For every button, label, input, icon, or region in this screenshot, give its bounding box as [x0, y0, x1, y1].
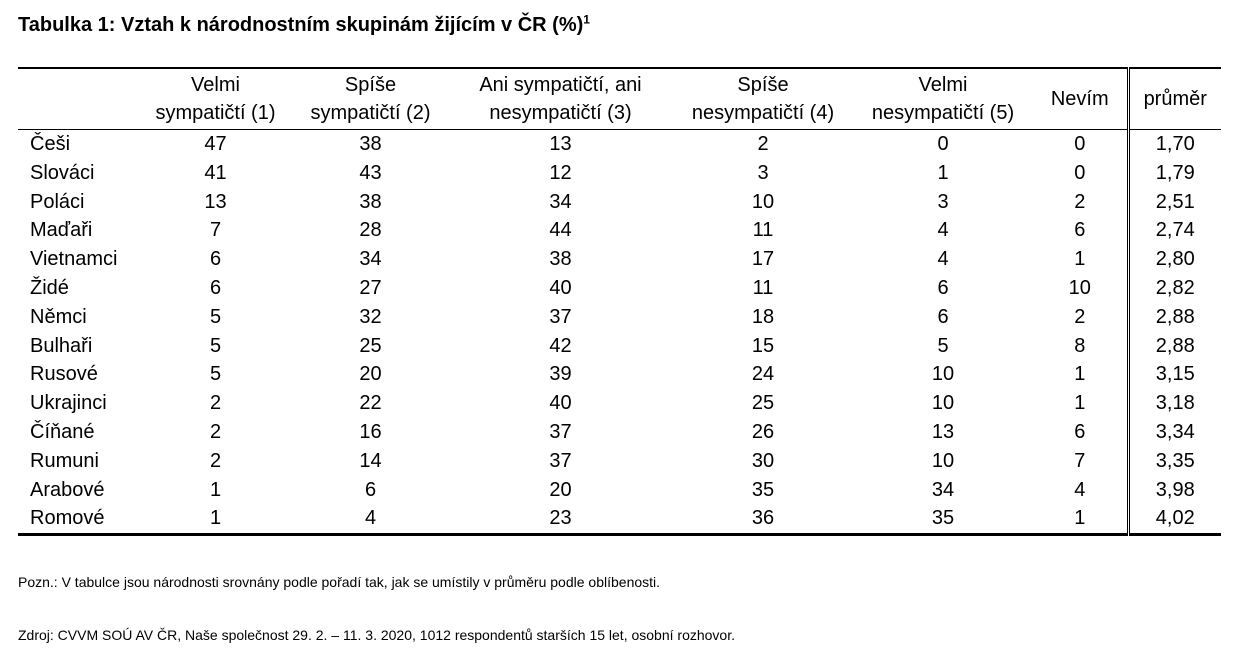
table-cell: 38 [549, 248, 572, 271]
table-cell: 1 [937, 161, 949, 184]
table-cell: 17 [751, 248, 775, 271]
header-empty [18, 68, 138, 130]
row-label: Vietnamci [30, 248, 118, 271]
table-cell: 22 [359, 392, 382, 415]
table-cell: 6 [209, 276, 222, 299]
table-cell: 39 [549, 363, 572, 386]
table-cell: 11 [752, 276, 774, 299]
average-cell: 3,18 [1128, 389, 1221, 418]
row-label: Poláci [30, 190, 85, 213]
table-cell: 10 [931, 363, 955, 386]
table-cell: 13 [549, 133, 572, 155]
table-cell: 44 [549, 219, 572, 242]
table-cell: 10 [1068, 276, 1091, 299]
row-label: Číňané [30, 420, 95, 443]
column-header: Nevím [1050, 88, 1109, 110]
table-cell: 37 [549, 420, 572, 443]
row-label: Romové [30, 507, 105, 530]
row-label: Slováci [30, 161, 95, 184]
column-header: Spíše sympatičtí (2) [310, 74, 431, 124]
table-cell: 14 [359, 449, 382, 472]
table-source: Zdroj: CVVM SOÚ AV ČR, Naše společnost 29. 2. – 11. 3. 2020, 1012 respondentů starších 15 let, osobní rozhovor. [18, 627, 735, 643]
column-header: Spíše nesympatičtí (4) [691, 74, 835, 124]
table-cell: 0 [1074, 133, 1086, 155]
table-row [18, 504, 1221, 534]
table-body [18, 130, 1221, 535]
table-cell: 4 [937, 248, 949, 271]
table-cell: 1 [1074, 392, 1086, 415]
table-row [18, 389, 1221, 418]
average-cell: 2,88 [1128, 303, 1221, 332]
column-header: Ani sympatičtí, ani nesympatičtí (3) [479, 74, 642, 124]
table-note: Pozn.: V tabulce jsou národnosti srovnány podle pořadí tak, jak se umístily v průměru podle oblíbenosti. [18, 574, 661, 590]
table-cell: 1 [209, 478, 222, 501]
table-cell: 24 [751, 363, 775, 386]
table-cell: 20 [549, 478, 572, 501]
table-cell: 18 [751, 305, 775, 328]
table-cell: 30 [751, 449, 775, 472]
table-cell: 36 [751, 507, 775, 530]
data-table [18, 67, 1221, 536]
table-cell: 10 [931, 392, 955, 415]
column-header: Velmi nesympatičtí (5) [871, 74, 1015, 124]
table-header-row [18, 68, 1221, 130]
column-header: Velmi sympatičtí (1) [155, 74, 276, 124]
table-cell: 25 [751, 392, 775, 415]
table-cell: 7 [209, 219, 222, 242]
table-cell: 2 [209, 420, 222, 443]
table-row [18, 418, 1221, 447]
table-cell: 34 [359, 248, 382, 271]
table-cell: 28 [359, 219, 382, 242]
average-cell: 3,35 [1128, 447, 1221, 476]
table-cell: 42 [549, 334, 572, 357]
table-cell: 6 [364, 478, 377, 501]
table-row [18, 216, 1221, 245]
average-cell: 1,70 [1128, 130, 1221, 159]
table-cell: 16 [359, 420, 382, 443]
table-cell: 10 [751, 190, 775, 213]
table-cell: 4 [937, 219, 949, 242]
table-cell: 2 [209, 392, 222, 415]
table-cell: 23 [549, 507, 572, 530]
table-cell: 20 [359, 363, 382, 386]
table-cell: 15 [751, 334, 775, 357]
table-cell: 6 [1074, 219, 1086, 242]
table-row [18, 447, 1221, 476]
table-cell: 34 [931, 478, 955, 501]
table-row [18, 303, 1221, 332]
table-cell: 0 [1074, 161, 1086, 184]
table-cell: 6 [209, 248, 222, 271]
table-cell: 0 [937, 133, 949, 155]
table-cell: 43 [359, 161, 382, 184]
table-row [18, 360, 1221, 389]
footnote-mark: 1 [583, 12, 590, 27]
table-cell: 25 [359, 334, 382, 357]
table-row [18, 274, 1221, 303]
table-row [18, 159, 1221, 188]
table-cell: 6 [1074, 420, 1086, 443]
average-cell: 2,88 [1128, 332, 1221, 361]
table-cell: 37 [549, 449, 572, 472]
table-cell: 4 [364, 507, 377, 530]
column-header: průměr [1128, 68, 1221, 130]
average-cell: 2,74 [1128, 216, 1221, 245]
table-cell: 32 [359, 305, 382, 328]
table-cell: 6 [937, 305, 949, 328]
table-cell: 41 [204, 161, 227, 184]
table-cell: 11 [752, 219, 774, 242]
table-cell: 37 [549, 305, 572, 328]
table-cell: 7 [1074, 449, 1086, 472]
table-cell: 2 [1074, 190, 1086, 213]
row-label: Rumuni [30, 449, 99, 472]
table-cell: 3 [937, 190, 949, 213]
average-cell: 1,79 [1128, 159, 1221, 188]
table-cell: 1 [1074, 363, 1086, 386]
row-label: Maďaři [30, 219, 93, 242]
average-cell: 2,51 [1128, 188, 1221, 217]
table-cell: 2 [209, 449, 222, 472]
average-cell: 4,02 [1128, 504, 1221, 534]
row-label: Bulhaři [30, 334, 93, 357]
table-cell: 13 [204, 190, 227, 213]
table-cell: 1 [1074, 248, 1086, 271]
table-cell: 5 [209, 363, 222, 386]
table-cell: 5 [209, 334, 222, 357]
row-label: Ukrajinci [30, 392, 107, 415]
row-label: Češi [30, 133, 71, 155]
table-row [18, 188, 1221, 217]
average-cell: 3,34 [1128, 418, 1221, 447]
table-cell: 47 [204, 133, 227, 155]
table-cell: 2 [757, 133, 769, 155]
row-label: Němci [30, 305, 87, 328]
table-row [18, 130, 1221, 159]
table-cell: 40 [549, 392, 572, 415]
table-title [18, 14, 590, 37]
table-cell: 35 [931, 507, 955, 530]
table-cell: 26 [751, 420, 775, 443]
row-label: Rusové [30, 363, 98, 386]
table-cell: 5 [209, 305, 222, 328]
table-cell: 12 [549, 161, 572, 184]
table-cell: 3 [757, 161, 769, 184]
table-title-text: Tabulka 1: Vztah k národnostním skupinám žijícím v ČR (%) [18, 14, 584, 36]
table-cell: 2 [1074, 305, 1086, 328]
table-cell: 1 [209, 507, 222, 530]
table-cell: 35 [751, 478, 775, 501]
table-cell: 13 [931, 420, 955, 443]
table-cell: 4 [1074, 478, 1086, 501]
table-cell: 40 [549, 276, 572, 299]
table-cell: 10 [931, 449, 955, 472]
average-cell: 2,80 [1128, 245, 1221, 274]
row-label: Arabové [30, 478, 105, 501]
average-cell: 3,98 [1128, 476, 1221, 505]
row-label: Židé [30, 276, 69, 299]
table-cell: 1 [1074, 507, 1086, 530]
average-cell: 2,82 [1128, 274, 1221, 303]
table-row [18, 245, 1221, 274]
table-row [18, 476, 1221, 505]
average-cell: 3,15 [1128, 360, 1221, 389]
table-cell: 8 [1074, 334, 1086, 357]
table-cell: 38 [359, 133, 382, 155]
table-cell: 38 [359, 190, 382, 213]
table-cell: 6 [937, 276, 949, 299]
table-row [18, 332, 1221, 361]
table-cell: 5 [937, 334, 949, 357]
table-cell: 34 [549, 190, 572, 213]
table-cell: 27 [359, 276, 382, 299]
